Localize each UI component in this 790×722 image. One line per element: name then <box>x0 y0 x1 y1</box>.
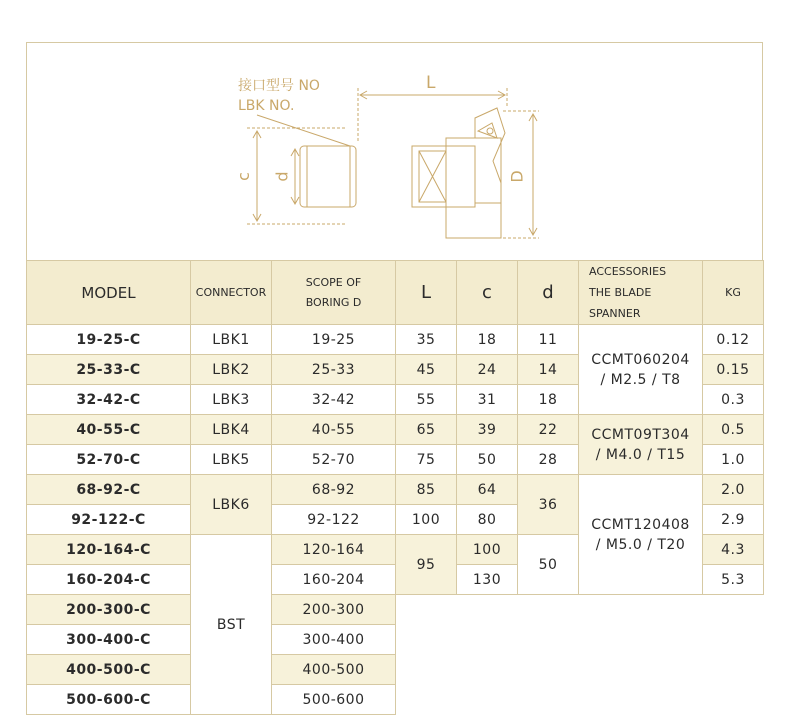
c-cell: 64 <box>457 475 518 505</box>
kg-cell: 0.5 <box>703 415 764 445</box>
scope-cell: 200-300 <box>272 595 396 625</box>
header-d: d <box>518 261 579 325</box>
kg-cell: 2.0 <box>703 475 764 505</box>
scope-cell: 160-204 <box>272 565 396 595</box>
L-cell: 95 <box>396 535 457 595</box>
scope-cell: 25-33 <box>272 355 396 385</box>
table-header-row <box>27 261 764 325</box>
accessory-line1: CCMT09T304 <box>591 426 690 443</box>
c-cell: 50 <box>457 445 518 475</box>
dimension-D-label: D <box>507 170 527 183</box>
table-row <box>27 685 764 715</box>
d-cell: 14 <box>518 355 579 385</box>
c-cell: 100 <box>457 535 518 565</box>
model-cell: 120-164-C <box>27 535 191 565</box>
connector-cell: LBK6 <box>191 475 272 535</box>
L-cell: 45 <box>396 355 457 385</box>
accessory-cell <box>579 475 703 595</box>
connector-cell: BST <box>191 535 272 715</box>
c-cell: 39 <box>457 415 518 445</box>
c-cell: 31 <box>457 385 518 415</box>
scope-cell: 400-500 <box>272 655 396 685</box>
header-acc-line1: ACCESSORIES <box>589 265 667 278</box>
scope-cell: 68-92 <box>272 475 396 505</box>
scope-cell: 40-55 <box>272 415 396 445</box>
empty-cell <box>396 685 764 715</box>
model-cell: 32-42-C <box>27 385 191 415</box>
model-cell: 25-33-C <box>27 355 191 385</box>
accessory-line2: / M5.0 / T20 <box>595 536 686 553</box>
dimension-L-label: L <box>426 73 436 93</box>
kg-cell: 1.0 <box>703 445 764 475</box>
kg-cell: 2.9 <box>703 505 764 535</box>
model-cell: 52-70-C <box>27 445 191 475</box>
spec-table <box>26 260 764 715</box>
header-kg: KG <box>703 261 764 325</box>
c-cell: 24 <box>457 355 518 385</box>
L-cell: 75 <box>396 445 457 475</box>
model-cell: 68-92-C <box>27 475 191 505</box>
header-acc-line3: SPANNER <box>589 307 641 320</box>
header-scope-line1: SCOPE OF <box>305 275 362 289</box>
empty-cell <box>396 625 764 655</box>
table-row <box>27 655 764 685</box>
c-cell: 18 <box>457 325 518 355</box>
accessory-cell <box>579 415 703 475</box>
technical-drawing <box>27 43 762 260</box>
header-acc-line2: THE BLADE <box>589 286 652 299</box>
dimension-d-label: d <box>272 171 292 182</box>
L-cell: 55 <box>396 385 457 415</box>
accessory-line2: / M4.0 / T15 <box>595 446 686 463</box>
scope-cell: 500-600 <box>272 685 396 715</box>
header-connector: CONNECTOR <box>191 261 272 325</box>
scope-cell: 120-164 <box>272 535 396 565</box>
L-cell: 85 <box>396 475 457 505</box>
model-cell: 92-122-C <box>27 505 191 535</box>
table-row <box>27 595 764 625</box>
d-cell: 11 <box>518 325 579 355</box>
connector-cell: LBK4 <box>191 415 272 445</box>
dimension-c-label: c <box>233 172 253 181</box>
header-scope-line2: BORING D <box>305 295 362 309</box>
c-cell: 130 <box>457 565 518 595</box>
connector-cell: LBK2 <box>191 355 272 385</box>
header-scope <box>272 261 396 325</box>
connector-cell: LBK1 <box>191 325 272 355</box>
header-model: MODEL <box>27 261 191 325</box>
connector-cell: LBK3 <box>191 385 272 415</box>
model-cell: 19-25-C <box>27 325 191 355</box>
L-cell: 65 <box>396 415 457 445</box>
d-cell: 22 <box>518 415 579 445</box>
header-accessories <box>579 261 703 325</box>
model-cell: 400-500-C <box>27 655 191 685</box>
scope-cell: 19-25 <box>272 325 396 355</box>
connector-cell: LBK5 <box>191 445 272 475</box>
empty-cell <box>396 655 764 685</box>
table-row <box>27 625 764 655</box>
model-cell: 200-300-C <box>27 595 191 625</box>
empty-cell <box>396 595 764 625</box>
d-cell: 28 <box>518 445 579 475</box>
model-cell: 500-600-C <box>27 685 191 715</box>
accessory-cell <box>579 325 703 415</box>
accessory-line1: CCMT120408 <box>591 516 690 533</box>
L-cell: 35 <box>396 325 457 355</box>
table-row <box>27 475 764 505</box>
scope-cell: 52-70 <box>272 445 396 475</box>
model-cell: 300-400-C <box>27 625 191 655</box>
d-cell: 50 <box>518 535 579 595</box>
model-cell: 40-55-C <box>27 415 191 445</box>
kg-cell: 0.15 <box>703 355 764 385</box>
header-L: L <box>396 261 457 325</box>
header-c: c <box>457 261 518 325</box>
scope-cell: 92-122 <box>272 505 396 535</box>
d-cell: 36 <box>518 475 579 535</box>
table-row <box>27 325 764 355</box>
kg-cell: 0.3 <box>703 385 764 415</box>
d-cell: 18 <box>518 385 579 415</box>
connector-label-en: LBK NO. <box>238 98 295 114</box>
model-cell: 160-204-C <box>27 565 191 595</box>
accessory-line2: / M2.5 / T8 <box>600 371 681 388</box>
scope-cell: 300-400 <box>272 625 396 655</box>
c-cell: 80 <box>457 505 518 535</box>
kg-cell: 5.3 <box>703 565 764 595</box>
accessory-line1: CCMT060204 <box>591 351 690 368</box>
table-row <box>27 415 764 445</box>
scope-cell: 32-42 <box>272 385 396 415</box>
connector-label-cn: 接口型号 NO <box>238 78 320 94</box>
boring-head-drawing <box>27 43 762 260</box>
kg-cell: 4.3 <box>703 535 764 565</box>
L-cell: 100 <box>396 505 457 535</box>
kg-cell: 0.12 <box>703 325 764 355</box>
